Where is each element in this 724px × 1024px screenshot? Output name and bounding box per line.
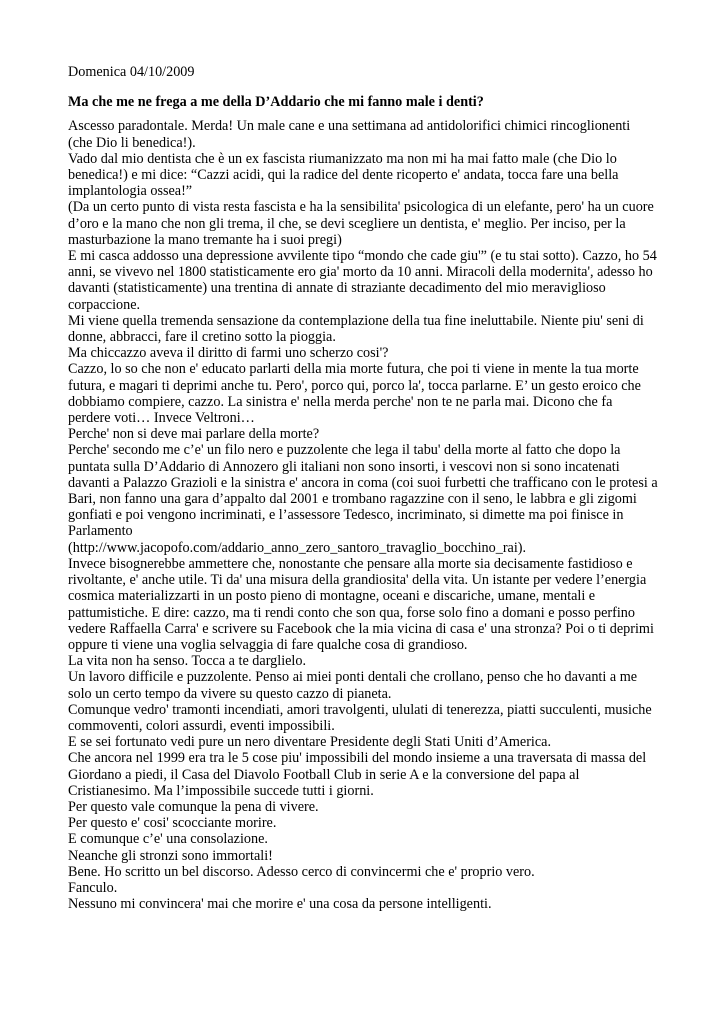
paragraph: Ascesso paradontale. Merda! Un male cane e una settimana ad antidolorifici chimici rincoglionenti (che Dio li benedica!). bbox=[68, 118, 631, 151]
paragraph: Invece bisognerebbe ammettere che, nonostante che pensare alla morte sia decisamente fastidioso e rivoltante, e' anche utile. Ti da' una misura della grandiosita' della vita. Un istante per vedere l’energia cosmica materializzarti in un posto pieno di montagne, oceani e discariche, umane, mentali e pattumistiche. E dire: cazzo, ma ti rendi conto che son qua, forse solo fino a domani e posso perfino vedere Raffaella Carra' e scrivere su Facebook che la mia vicina di casa e' una stronza? Poi o ti deprimi oppure ti viene una voglia selvaggia di fare qualche cosa di grandioso. bbox=[68, 555, 654, 653]
paragraph: Per questo e' cosi' scocciante morire. bbox=[68, 815, 277, 832]
paragraph: La vita non ha senso. Tocca a te darglielo. bbox=[68, 653, 307, 670]
paragraph: Per questo vale comunque la pena di vivere. bbox=[68, 798, 319, 815]
paragraph: Che ancora nel 1999 era tra le 5 cose piu' impossibili del mondo insieme a una traversata di massa del Giordano a piedi, il Casa del Diavolo Football Club in serie A e la conversione del papa al Cristianesimo. Ma l’impossibile succede tutti i giorni. bbox=[68, 750, 647, 799]
paragraph: E se sei fortunato vedi pure un nero diventare Presidente degli Stati Uniti d’America. bbox=[68, 734, 552, 751]
paragraph: Vado dal mio dentista che è un ex fascista riumanizzato ma non mi ha mai fatto male (che Dio lo benedica!) e mi dice: “Cazzi acidi, qui la radice del dente ricoperto e' andata, tocca fare una bella implantologia ossea!” bbox=[68, 150, 619, 200]
document-title: Ma che me ne frega a me della D’Addario che mi fanno male i denti? bbox=[68, 94, 484, 111]
paragraph: Mi viene quella tremenda sensazione da contemplazione della tua fine ineluttabile. Niente piu' seni di donne, abbracci, fare il cretino sotto la pioggia. bbox=[68, 312, 644, 346]
paragraph: Un lavoro difficile e puzzolente. Penso ai miei ponti dentali che crollano, penso che ho davanti a me solo un certo tempo da vivere su questo cazzo di pianeta. bbox=[68, 669, 638, 702]
document-body bbox=[68, 118, 658, 912]
paragraph: E mi casca addosso una depressione avvilente tipo “mondo che cade giu'” (e tu stai sotto). Cazzo, ho 54 anni, se vivevo nel 1800 statisticamente ero gia' morto da 10 anni. Miracoli della modernita', adesso ho davanti (statisticamente) una trentina di annate di straziante decadimento del mio meraviglioso corpaccione. bbox=[68, 248, 657, 313]
paragraph: Bene. Ho scritto un bel discorso. Adesso cerco di convincermi che e' proprio vero. bbox=[68, 863, 535, 880]
paragraph: Nessuno mi convincera' mai che morire e' una cosa da persone intelligenti. bbox=[68, 896, 492, 913]
document-date: Domenica 04/10/2009 bbox=[68, 64, 195, 80]
paragraph: Ma chiccazzo aveva il diritto di farmi uno scherzo cosi'? bbox=[68, 345, 389, 362]
paragraph: E comunque c’e' una consolazione. bbox=[68, 831, 268, 848]
paragraph: Neanche gli stronzi sono immortali! bbox=[68, 847, 273, 864]
paragraph-link: (http://www.jacopofo.com/addario_anno_zero_santoro_travaglio_bocchino_rai). bbox=[68, 539, 527, 556]
paragraph: Perche' secondo me c’e' un filo nero e puzzolente che lega il tabu' della morte al fatto che dopo la puntata sulla D’Addario di Annozero gli italiani non sono insorti, i vescovi non si sono incatenati davanti a Palazzo Grazioli e la sinistra e' ancora in coma (coi suoi furbetti che trafficano con le protesi a Bari, non fanno una gara d’appalto dal 2001 e trombano ragazzine con il seno, le labbra e gli zigomi gonfiati e poi vengono incriminati, e l’assessore Tedesco, incriminato, si dimette ma poi finisce in Parlamento bbox=[68, 442, 658, 540]
paragraph: Comunque vedro' tramonti incendiati, amori travolgenti, ululati di tenerezza, piatti succulenti, musiche commoventi, colori assurdi, eventi impossibili. bbox=[68, 701, 652, 734]
paragraph: (Da un certo punto di vista resta fascista e ha la sensibilita' psicologica di un elefante, pero' ha un cuore d’oro e la mano che non gli trema, il che, se devi scegliere un dentista, e' meglio. Per inciso, per la masturbazione la mano tremante ha i suoi pregi) bbox=[68, 199, 654, 248]
paragraph: Fanculo. bbox=[68, 879, 118, 896]
paragraph: Cazzo, lo so che non e' educato parlarti della mia morte futura, che poi ti viene in mente la tua morte futura, e magari ti deprimi anche tu. Pero', porco qui, porco la', tocca parlarne. E’ un gesto eroico che dobbiamo compiere, cazzo. La sinistra e' nella merda perche' non te ne parla mai. Dicono che fa perdere voti… Invece Veltroni… bbox=[68, 361, 641, 427]
paragraph: Perche' non si deve mai parlare della morte? bbox=[68, 426, 320, 443]
document-page bbox=[68, 64, 658, 912]
